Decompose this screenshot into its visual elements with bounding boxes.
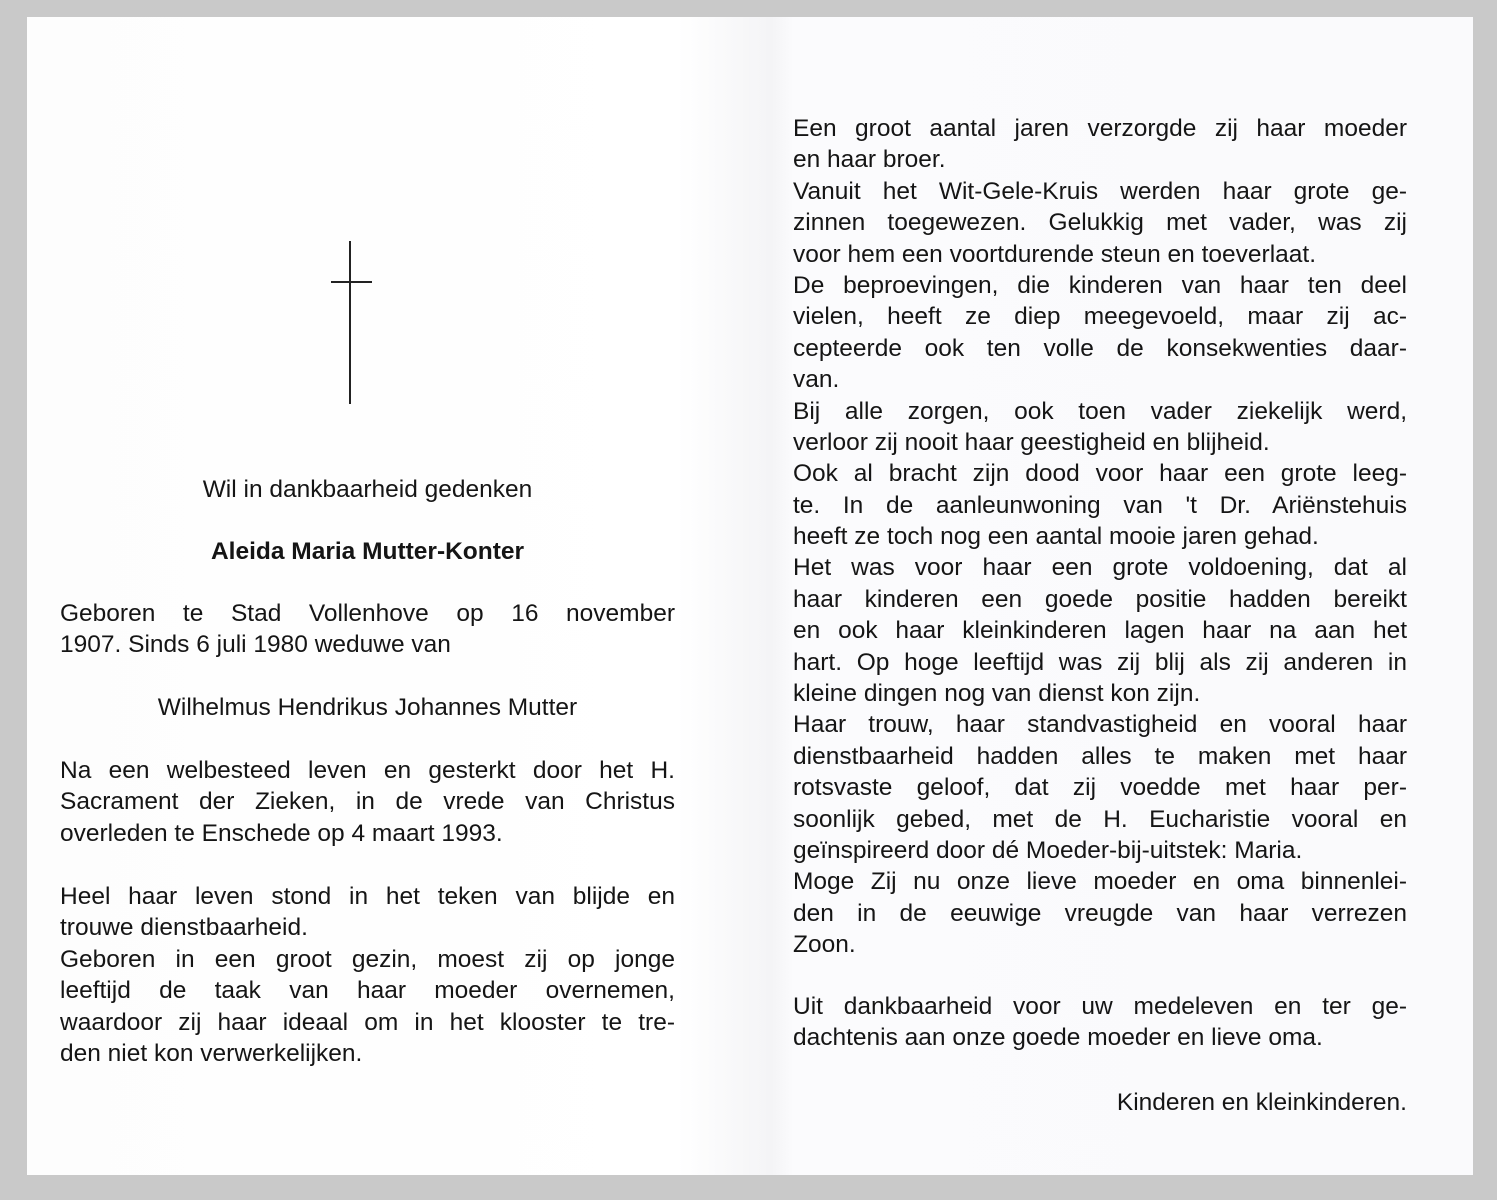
text-line: Moge Zij nu onze lieve moeder en oma binnenlei-	[793, 868, 1407, 896]
text-line: verloor zij nooit haar geestigheid en blijheid.	[793, 428, 1270, 456]
text-line: Vanuit het Wit-Gele-Kruis werden haar grote ge-	[793, 177, 1407, 205]
signature-line: Kinderen en kleinkinderen.	[1116, 1089, 1407, 1116]
text-line: geïnspireerd door dé Moeder-bij-uitstek: Maria.	[793, 836, 1303, 864]
text-line: en haar broer.	[793, 146, 946, 174]
text-line: Zoon.	[793, 931, 856, 959]
death-paragraph	[60, 755, 675, 849]
text-line: 1907. Sinds 6 juli 1980 weduwe van	[60, 631, 451, 659]
text-line: Geboren te Stad Vollenhove op 16 november	[60, 600, 675, 627]
text-line: Heel haar leven stond in het teken van blijde en	[60, 883, 675, 910]
spouse-line: Wilhelmus Hendrikus Johannes Mutter	[157, 694, 578, 721]
cross-icon-bar	[331, 281, 372, 283]
text-line: heeft ze toch nog een aantal mooie jaren gehad.	[793, 523, 1319, 551]
text-line: Het was voor haar een grote voldoening, dat al	[793, 554, 1407, 582]
text-line: Ook al bracht zijn dood voor haar een grote leeg-	[793, 460, 1407, 488]
text-line: Een groot aantal jaren verzorgde zij haar moeder	[793, 115, 1407, 142]
birth-paragraph	[60, 598, 675, 661]
text-line: voor hem een voortdurende steun en toeverlaat.	[793, 240, 1317, 268]
text-line: van.	[793, 366, 840, 394]
text-line: dachtenis aan onze goede moeder en lieve oma.	[793, 1024, 1323, 1052]
cross-icon	[349, 241, 351, 404]
text-line: zinnen toegewezen. Gelukkig met vader, was zij	[793, 209, 1407, 237]
spouse-name	[60, 692, 675, 723]
signature	[793, 1087, 1407, 1118]
text-line: en ook haar kleinkinderen lagen haar na aan het	[793, 617, 1407, 645]
name-line: Aleida Maria Mutter-Konter	[210, 538, 525, 565]
text-line: Na een welbesteed leven en gesterkt door het H.	[60, 757, 675, 784]
text-line: vielen, heeft ze diep meegevoeld, maar zij ac-	[793, 303, 1407, 331]
text-line: De beproevingen, die kinderen van haar ten deel	[793, 271, 1407, 299]
text-line: leeftijd de taak van haar moeder overnemen,	[60, 977, 675, 1005]
text-line: overleden te Enschede op 4 maart 1993.	[60, 819, 503, 847]
text-line: waardoor zij haar ideaal om in het klooster te tre-	[60, 1008, 675, 1036]
life-paragraph	[60, 881, 675, 1069]
text-line: Haar trouw, haar standvastigheid en vooral haar	[793, 711, 1407, 739]
intro-text	[60, 474, 675, 505]
text-line: soonlijk gebed, met de H. Eucharistie vooral en	[793, 805, 1407, 833]
text-line: hart. Op hoge leeftijd was zij blij als zij anderen in	[793, 648, 1407, 676]
text-line: Uit dankbaarheid voor uw medeleven en ter ge-	[793, 993, 1407, 1020]
text-line: haar kinderen een goede positie hadden bereikt	[793, 585, 1407, 613]
intro-line: Wil in dankbaarheid gedenken	[202, 476, 533, 503]
text-line: dienstbaarheid hadden alles te maken met haar	[793, 742, 1407, 770]
text-line: trouwe dienstbaarheid.	[60, 914, 308, 942]
text-line: rotsvaste geloof, dat zij voedde met haar per-	[793, 774, 1407, 802]
text-line: Sacrament der Zieken, in de vrede van Christus	[60, 788, 675, 816]
text-line: Geboren in een groot gezin, moest zij op jonge	[60, 945, 675, 973]
text-line: den in de eeuwige vreugde van haar verrezen	[793, 899, 1407, 927]
text-line: Bij alle zorgen, ook toen vader ziekelijk werd,	[793, 397, 1407, 425]
text-line: cepteerde ook ten volle de konsekwenties daar-	[793, 334, 1407, 362]
text-line: te. In de aanleunwoning van 't Dr. Ariënstehuis	[793, 491, 1407, 519]
thanks-paragraph	[793, 991, 1407, 1054]
biography-column	[793, 113, 1407, 961]
deceased-name	[60, 536, 675, 567]
text-line: kleine dingen nog van dienst kon zijn.	[793, 680, 1201, 708]
text-line: den niet kon verwerkelijken.	[60, 1039, 363, 1067]
